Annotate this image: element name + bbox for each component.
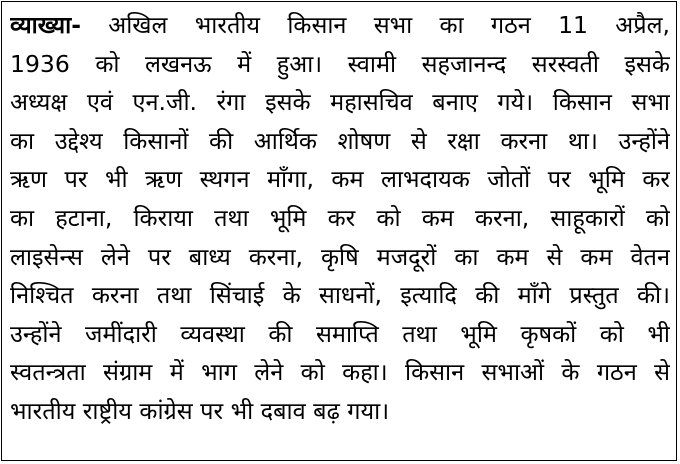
text-line-5: ऋण पर भी ऋण स्थगन माँगा, कम लाभदायक जोतों पर भूमि कर: [10, 165, 670, 194]
text-line-10: स्वतन्त्रता संग्राम में भाग लेने को कहा। किसान सभाओं के गठन से: [10, 358, 670, 387]
text-line-1-content: अखिल भारतीय किसान सभा का गठन 11 अप्रैल,: [108, 11, 670, 39]
text-line-2: 1936 को लखनऊ में हुआ। स्वामी सहजानन्द सरस्वती इसके: [10, 49, 670, 78]
document-frame: [1, 1, 677, 461]
text-line-7: लाइसेन्स लेने पर बाध्य करना, कृषि मजदूरों का कम से कम वेतन: [10, 242, 670, 271]
explanation-label: व्याख्या-: [10, 11, 81, 39]
document-body: [10, 6, 670, 431]
text-line-8: निश्चित करना तथा सिंचाई के साधनों, इत्यादि की माँगे प्रस्तुत की।: [10, 281, 670, 310]
text-line-9: उन्होंने जमींदारी व्यवस्था की समाप्ति तथा भूमि कृषकों को भी: [10, 319, 670, 348]
text-line-11: भारतीय राष्ट्रीय कांग्रेस पर भी दबाव बढ़ गया।: [10, 396, 390, 425]
text-line-6: का हटाना, किराया तथा भूमि कर को कम करना, साहूकारों को: [10, 203, 670, 232]
text-line-4: का उद्देश्य किसानों की आर्थिक शोषण से रक्षा करना था। उन्होंने: [10, 126, 670, 155]
text-line-3: अध्यक्ष एवं एन.जी. रंगा इसके महासचिव बनाए गये। किसान सभा: [10, 88, 670, 117]
text-line-1: [10, 6, 670, 45]
